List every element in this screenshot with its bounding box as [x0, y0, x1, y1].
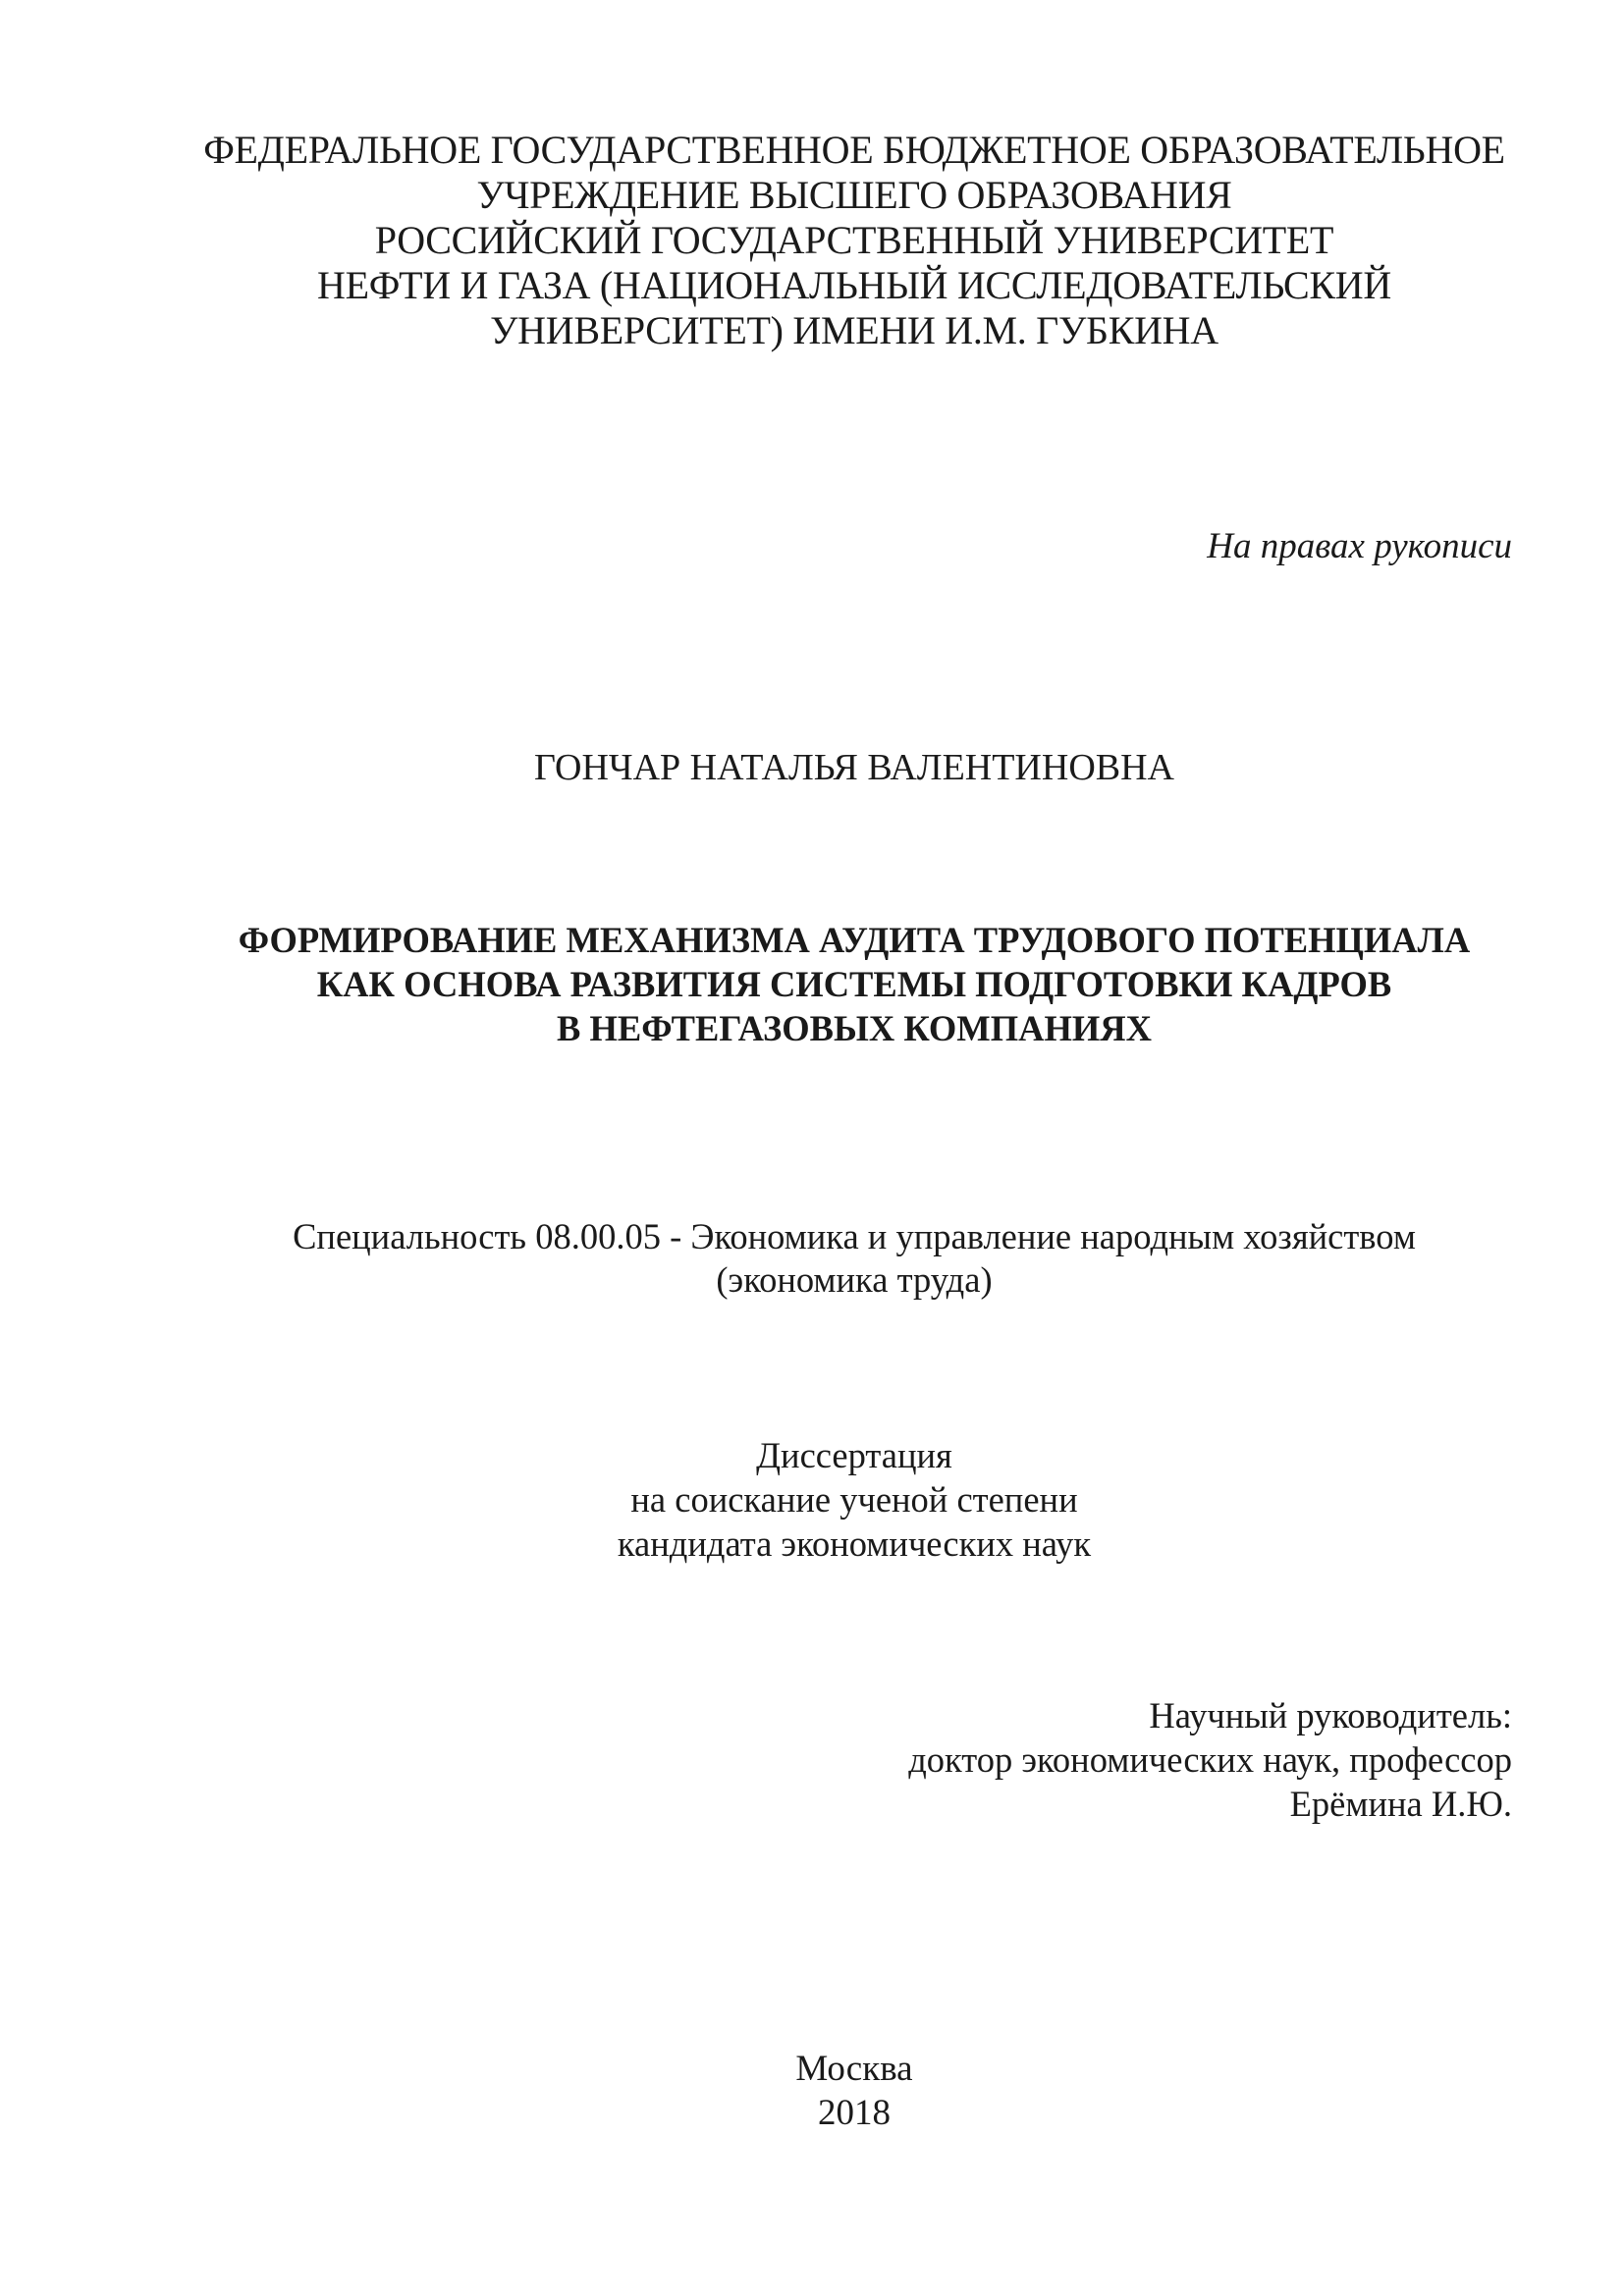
place-and-year [196, 2047, 1512, 2135]
specialty [196, 1215, 1512, 1302]
dissertation-title [196, 918, 1512, 1050]
author-name-text: ГОНЧАР НАТАЛЬЯ ВАЛЕНТИНОВНА [534, 747, 1174, 788]
supervisor-label: Научный руководитель: [1149, 1695, 1512, 1735]
institution-line-1: ФЕДЕРАЛЬНОЕ ГОСУДАРСТВЕННОЕ БЮДЖЕТНОЕ ОБРАЗОВАТЕЛЬНОЕ [203, 128, 1505, 172]
title-line-1: ФОРМИРОВАНИЕ МЕХАНИЗМА АУДИТА ТРУДОВОГО ПОТЕНЦИАЛА [238, 920, 1471, 960]
institution-header [196, 128, 1512, 353]
supervisor-info [196, 1693, 1512, 1826]
institution-line-2: УЧРЕЖДЕНИЕ ВЫСШЕГО ОБРАЗОВАНИЯ [476, 173, 1232, 217]
degree-line-3: кандидата экономических наук [617, 1523, 1092, 1564]
degree-line-1: Диссертация [756, 1435, 952, 1475]
title-line-2: КАК ОСНОВА РАЗВИТИЯ СИСТЕМЫ ПОДГОТОВКИ КАДРОВ [316, 964, 1392, 1004]
supervisor-degree: доктор экономических наук, профессор [908, 1739, 1512, 1780]
degree-line-2: на соискание ученой степени [630, 1479, 1078, 1520]
institution-line-3: РОССИЙСКИЙ ГОСУДАРСТВЕННЫЙ УНИВЕРСИТЕТ [374, 218, 1334, 262]
institution-line-4: НЕФТИ И ГАЗА (НАЦИОНАЛЬНЫЙ ИССЛЕДОВАТЕЛЬСКИЙ [317, 263, 1391, 307]
author-name [196, 746, 1512, 789]
supervisor-name: Ерёмина И.Ю. [1289, 1784, 1512, 1824]
specialty-line-1: Специальность 08.00.05 - Экономика и управление народным хозяйством [293, 1216, 1416, 1256]
manuscript-note [196, 525, 1512, 568]
manuscript-note-text: На правах рукописи [1207, 526, 1512, 566]
title-line-3: В НЕФТЕГАЗОВЫХ КОМПАНИЯХ [556, 1008, 1152, 1048]
city: Москва [795, 2049, 913, 2089]
specialty-line-2: (экономика труда) [716, 1259, 993, 1300]
year: 2018 [818, 2093, 891, 2133]
institution-line-5: УНИВЕРСИТЕТ) ИМЕНИ И.М. ГУБКИНА [490, 308, 1218, 352]
degree-statement [196, 1433, 1512, 1566]
